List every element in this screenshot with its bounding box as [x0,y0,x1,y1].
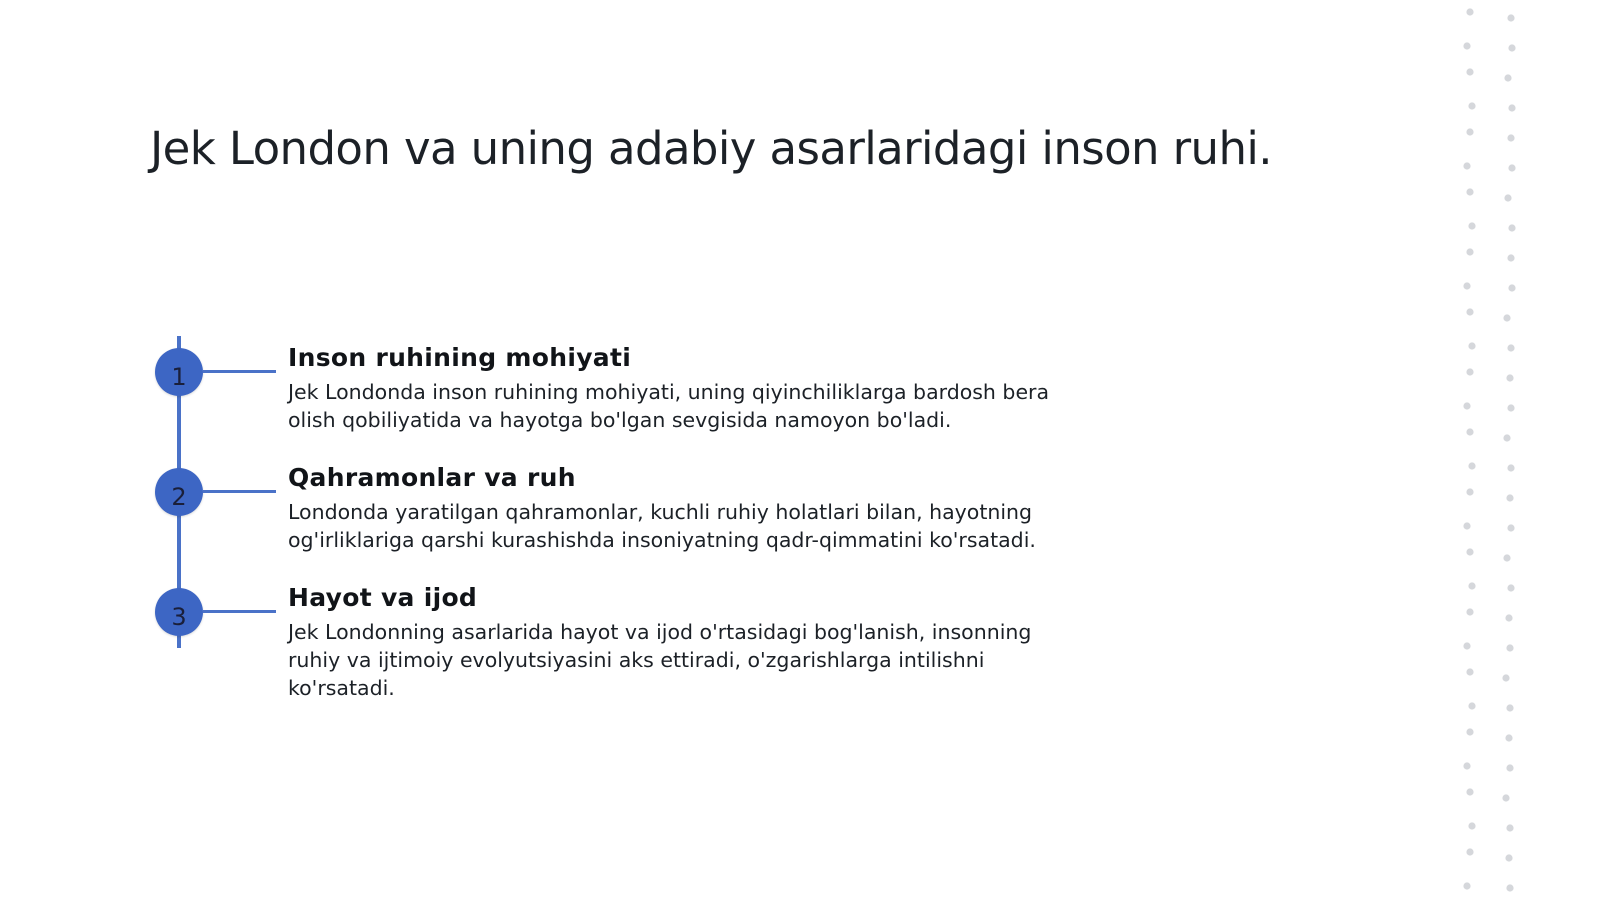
step-heading-3: Hayot va ijod [288,583,478,612]
step-text-2 [288,462,1108,554]
decorative-dot [1504,194,1511,201]
decorative-dot [1507,524,1514,531]
decorative-dot [1507,254,1514,261]
decorative-dot [1463,402,1470,409]
decorative-dot [1466,728,1473,735]
decorative-dot [1505,734,1512,741]
decorative-dot [1503,434,1510,441]
decorative-dot [1503,314,1510,321]
decorative-dot [1466,668,1473,675]
decorative-dot [1507,14,1514,21]
decorative-dot [1507,134,1514,141]
decorative-dot [1463,882,1470,889]
step-text-3 [288,582,1108,702]
decorative-dot [1466,8,1473,15]
decorative-dot [1468,702,1475,709]
step-marker-1 [155,348,203,396]
decorative-dot [1468,822,1475,829]
decorative-dot [1502,794,1509,801]
decorative-dot [1506,824,1513,831]
decorative-dot [1466,368,1473,375]
decorative-dot [1466,308,1473,315]
step-body-3: Jek Londonning asarlarida hayot va ijod o'rtasidagi bog'lanish, insonning ruhiy va ijtimoiy evolyutsiyasini aks ettiradi, o'zgarishlarga intilishni ko'rsatadi. [288,620,1032,700]
step-connector-2 [203,490,276,493]
decorative-dot [1506,494,1513,501]
decorative-dot [1463,162,1470,169]
decorative-dot [1508,284,1515,291]
decorative-dot [1507,344,1514,351]
decorative-dot [1466,848,1473,855]
decorative-dot [1468,582,1475,589]
decorative-dot [1504,74,1511,81]
decorative-dot [1508,164,1515,171]
decorative-dot [1502,674,1509,681]
decorative-dot [1506,764,1513,771]
step-connector-3 [203,610,276,613]
decorative-dot [1463,642,1470,649]
step-number-1: 1 [171,363,187,391]
decorative-dot [1508,104,1515,111]
decorative-dot [1468,102,1475,109]
step-heading-2: Qahramonlar va ruh [288,463,576,492]
decorative-dot [1508,224,1515,231]
decorative-dot [1468,462,1475,469]
decorative-dot [1463,762,1470,769]
decorative-dot [1507,464,1514,471]
decorative-dot [1466,788,1473,795]
step-marker-2 [155,468,203,516]
decorative-dot [1506,644,1513,651]
decorative-dot [1505,854,1512,861]
decorative-dot [1505,614,1512,621]
decorative-dot [1463,522,1470,529]
decorative-dot [1466,548,1473,555]
decorative-dot [1466,428,1473,435]
decorative-dot [1466,488,1473,495]
decorative-dot [1508,44,1515,51]
decorative-dot [1506,884,1513,891]
step-marker-3 [155,588,203,636]
decorative-dot [1466,68,1473,75]
decorative-dot [1507,584,1514,591]
decorative-dot [1466,188,1473,195]
step-text-1 [288,342,1108,434]
decorative-dot [1463,42,1470,49]
decorative-dot [1503,554,1510,561]
decorative-dot [1506,704,1513,711]
step-heading-1: Inson ruhining mohiyati [288,343,632,372]
step-number-2: 2 [171,483,187,511]
step-body-1: Jek Londonda inson ruhining mohiyati, uning qiyinchiliklarga bardosh bera olish qobiliyatida va hayotga bo'lgan sevgisida namoyon bo'ladi. [288,380,1050,432]
step-connector-1 [203,370,276,373]
decorative-dot [1466,128,1473,135]
decorative-dot [1507,404,1514,411]
decorative-dot [1463,282,1470,289]
decorative-dot-pattern [1450,0,1540,899]
decorative-dot [1506,374,1513,381]
step-body-2: Londonda yaratilgan qahramonlar, kuchli ruhiy holatlari bilan, hayotning og'irliklariga qarshi kurashishda insoniyatning qadr-qimmatini ko'rsatadi. [288,500,1036,552]
slide-title: Jek London va uning adabiy asarlaridagi inson ruhi. [150,122,1272,175]
step-number-3: 3 [171,603,187,631]
decorative-dot [1468,222,1475,229]
decorative-dot [1466,608,1473,615]
decorative-dot [1466,248,1473,255]
decorative-dot [1468,342,1475,349]
